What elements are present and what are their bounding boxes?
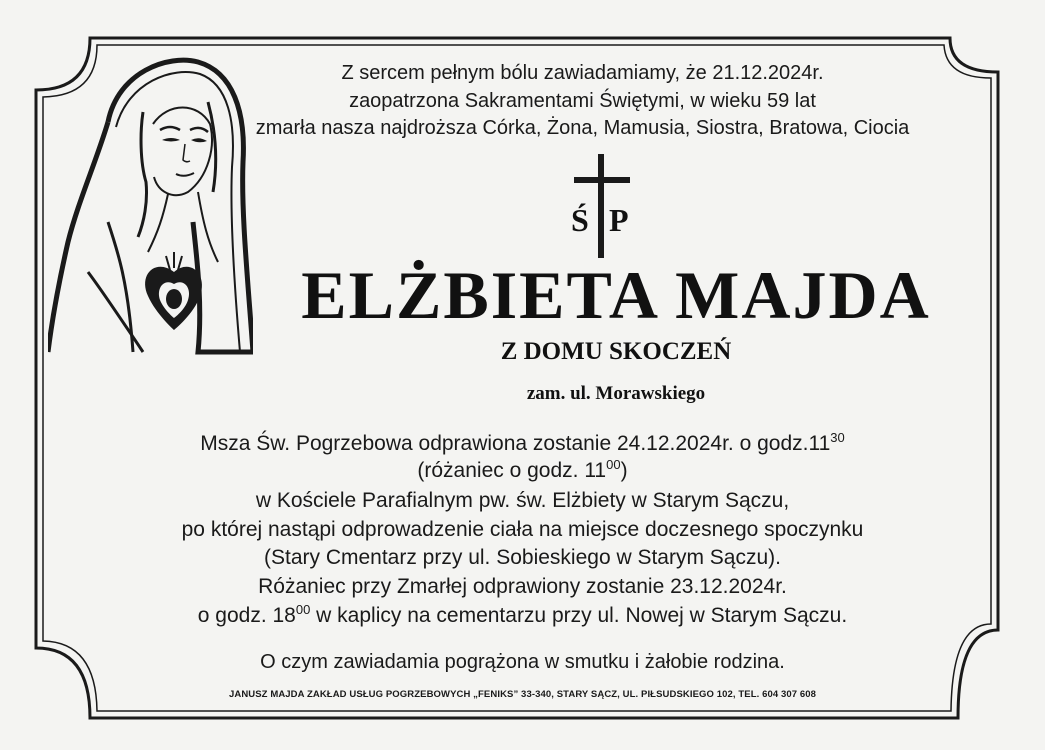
announcement-line-2: zaopatrzona Sakramentami Świętymi, w wieku 59 lat [349,90,816,112]
mass-info-text: Msza Św. Pogrzebowa odprawiona zostanie 24.12.2024r. o godz.11 [200,432,831,455]
church-info: w Kościele Parafialnym pw. św. Elżbiety w Starym Sączu, [255,489,790,512]
rosary-info [0,459,1045,483]
sp-letter-p: P [609,202,629,238]
rosary-info-text: (różaniec o godz. 11 [417,459,607,482]
rosary-minutes: 00 [606,457,621,472]
closing-line: O czym zawiadamia pogrążona w smutku i żałobie rodzina. [260,651,785,673]
vigil-minutes: 00 [295,602,311,617]
cemetery-info: (Stary Cmentarz przy ul. Sobieskiego w Starym Sączu). [263,546,781,569]
vigil-info-suffix: w kaplicy na cementarzu przy ul. Nowej w Starym Sączu. [310,604,848,627]
procession-info: po której nastąpi odprowadzenie ciała na miejsce doczesnego spoczynku [181,518,864,541]
announcement-line-3: zmarła nasza najdroższa Córka, Żona, Mamusia, Siostra, Bratowa, Ciocia [255,117,910,139]
residence-address: zam. ul. Morawskiego [526,383,706,404]
rosary-info-suffix: ) [620,459,628,482]
maiden-name: Z DOMU SKOCZEŃ [500,338,732,365]
mass-info [0,432,1045,456]
vigil-info-line-2 [0,604,1045,628]
vigil-info-text: o godz. 18 [197,604,296,627]
vigil-info-line-1: Różaniec przy Zmarłej odprawiony zostanie 23.12.2024r. [258,575,787,598]
mass-minutes: 30 [830,430,845,445]
sp-letter-s: Ś [571,202,589,238]
announcement-line-1: Z sercem pełnym bólu zawiadamiamy, że 21.12.2024r. [341,62,824,84]
funeral-home-footer: JANUSZ MAJDA ZAKŁAD USŁUG POGRZEBOWYCH „FENIKS” 33-340, STARY SĄCZ, UL. PIŁSUDSKIEGO 102, TEL. 604 307 608 [228,689,817,700]
deceased-name: ELŻBIETA MAJDA [301,257,931,333]
